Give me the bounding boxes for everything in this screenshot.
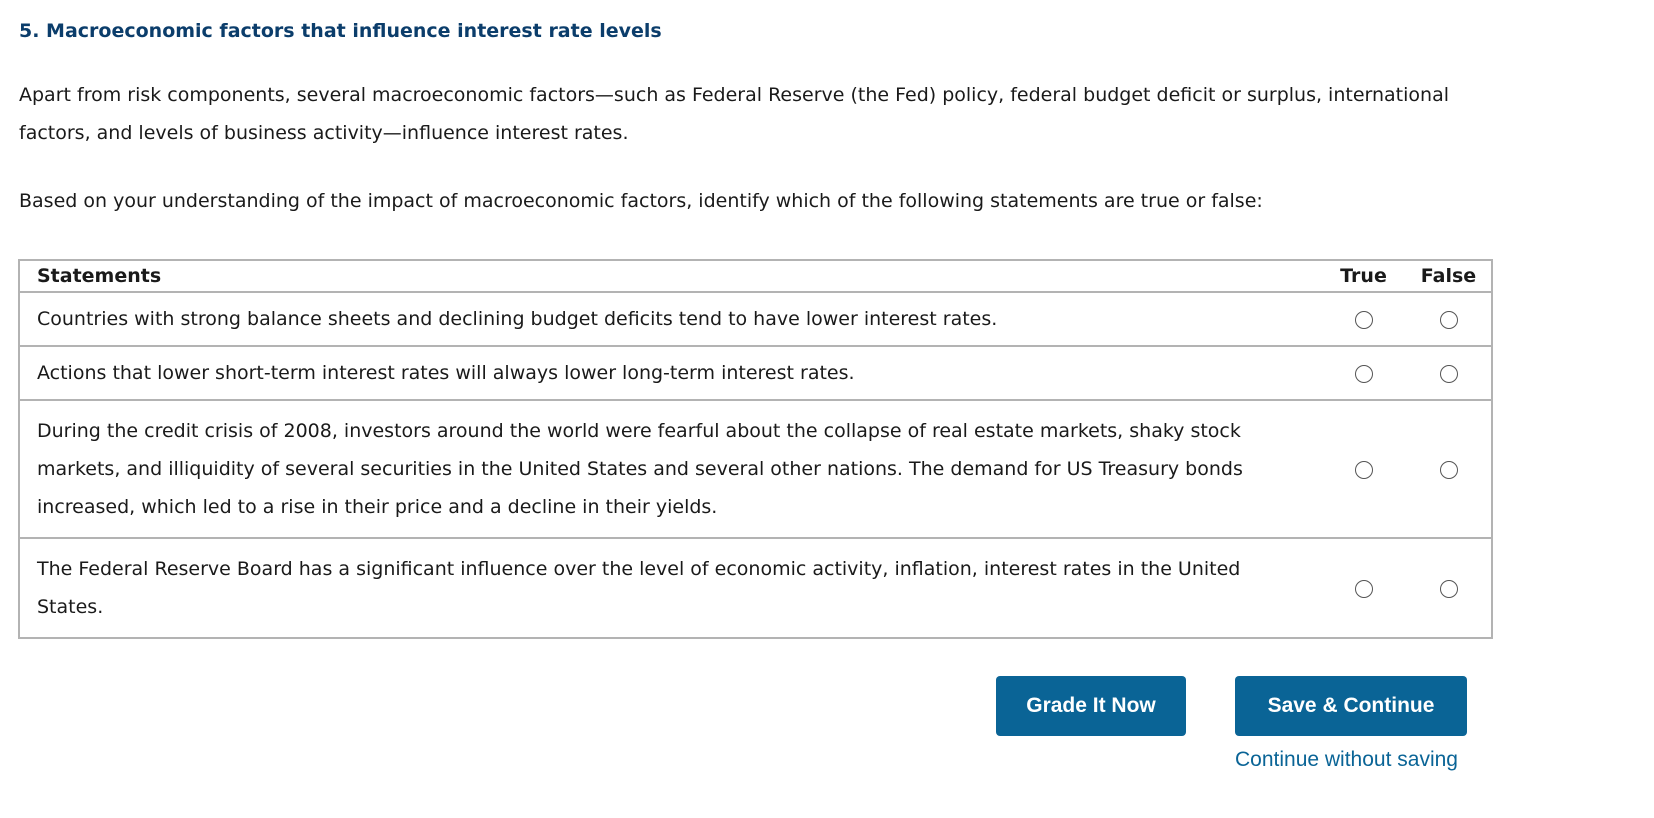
header-true: True [1321,260,1406,292]
grade-it-now-button[interactable]: Grade It Now [996,676,1186,736]
statement-text: Countries with strong balance sheets and declining budget deficits tend to have lower interest rates. [19,292,1321,346]
radio-false-4[interactable] [1440,580,1458,598]
radio-true-3[interactable] [1355,461,1373,479]
false-cell [1406,292,1492,346]
statement-text: During the credit crisis of 2008, investors around the world were fearful about the collapse of real estate markets, shaky stock markets, and illiquidity of several securities in the United States and several other nations. The demand for US Treasury bonds increased, which led to a rise in their price and a decline in their yields. [19,400,1321,538]
header-statements: Statements [19,260,1321,292]
statement-text: The Federal Reserve Board has a significant influence over the level of economic activity, inflation, interest rates in the United States. [19,538,1321,638]
radio-false-3[interactable] [1440,461,1458,479]
table-header-row [19,260,1492,292]
continue-without-saving-link[interactable]: Continue without saving [1235,748,1458,771]
question-title: 5. Macroeconomic factors that influence interest rate levels [19,20,662,42]
true-cell [1321,400,1406,538]
statement-text: Actions that lower short-term interest rates will always lower long-term interest rates. [19,346,1321,400]
radio-false-2[interactable] [1440,365,1458,383]
intro-paragraph: Apart from risk components, several macroeconomic factors—such as Federal Reserve (the Fed) policy, federal budget deficit or surplus, international factors, and levels of business activity—influence interest rates. [19,84,1449,144]
true-cell [1321,538,1406,638]
instruction-paragraph: Based on your understanding of the impact of macroeconomic factors, identify which of the following statements are true or false: [19,190,1263,212]
true-cell [1321,346,1406,400]
save-and-continue-button[interactable]: Save & Continue [1235,676,1467,736]
true-cell [1321,292,1406,346]
radio-true-2[interactable] [1355,365,1373,383]
radio-true-1[interactable] [1355,311,1373,329]
false-cell [1406,538,1492,638]
statements-table [18,259,1493,639]
false-cell [1406,346,1492,400]
table-row [19,538,1492,638]
table-row [19,292,1492,346]
false-cell [1406,400,1492,538]
table-row [19,346,1492,400]
table-row [19,400,1492,538]
radio-false-1[interactable] [1440,311,1458,329]
radio-true-4[interactable] [1355,580,1373,598]
header-false: False [1406,260,1492,292]
